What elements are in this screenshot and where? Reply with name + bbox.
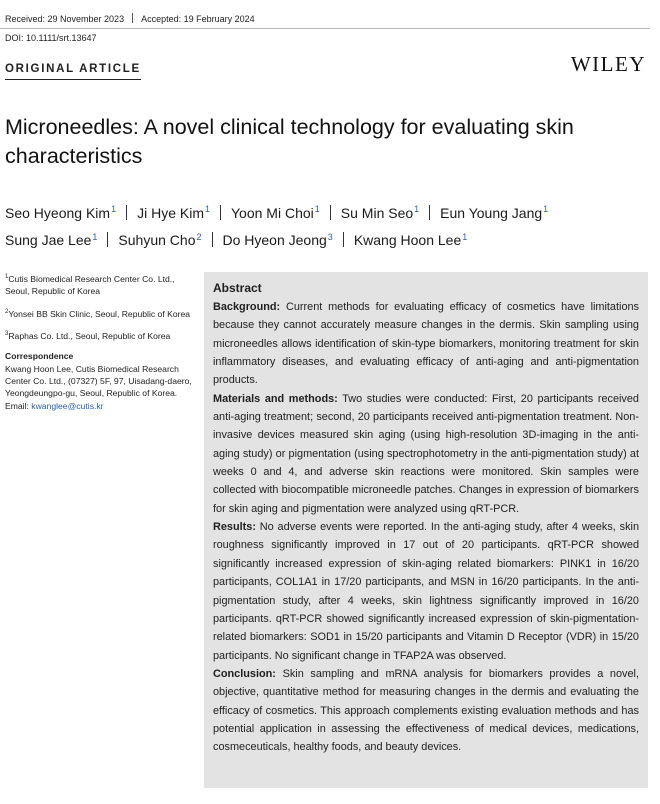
author-5[interactable]: Eun Young Jang$^1$ — [440, 204, 549, 221]
abstract-heading: Abstract — [213, 281, 262, 295]
author-divider — [107, 232, 108, 247]
author-2[interactable]: Ji Hye Kim$^1$ — [137, 204, 210, 221]
author-3[interactable]: Yoon Mi Choi$^1$ — [231, 204, 320, 221]
email-link[interactable]: kwanglee@cutis.kr — [31, 400, 104, 411]
author-divider — [330, 205, 331, 220]
author-divider — [212, 232, 213, 247]
article-type: ORIGINAL ARTICLE — [5, 63, 141, 80]
author-7[interactable]: Suhyun Cho$^2$ — [118, 231, 202, 249]
doi[interactable]: DOI: 10.1111/srt.13647 — [5, 33, 97, 43]
affiliation-2: $^2$Yonsei BB Skin Clinic, Seoul, Republic of Korea — [5, 308, 191, 319]
author-divider — [343, 232, 344, 247]
received-date: Received: 29 November 2023 — [5, 14, 125, 24]
author-4[interactable]: Su Min Seo$^1$ — [340, 204, 420, 221]
affiliation-3: $^3$Raphas Co. Ltd., Seoul, Republic of Korea — [5, 330, 171, 341]
author-divider — [429, 205, 430, 220]
affiliation-1: $^1$Cutis Biomedical Research Center Co. Ltd., Seoul, Republic of Korea — [5, 273, 175, 297]
header-rule — [0, 28, 650, 29]
accepted-date: Accepted: 19 February 2024 — [141, 14, 255, 24]
publisher-logo: WILEY — [570, 52, 646, 76]
abstract-results: Results: No adverse events were reported. In the anti-aging study, after 4 weeks, skin roughness significantly improved in 17 out of 20 participants. qRT-PCR showed significantly increased expression of skin-aging related biomarkers: PINK1 in 16/20 participants, COL1A1 in 17/20 participants, and MSN in 16/20 participants. In the anti-pigmentation study, after 4 weeks, skin lightness significantly improved in 16/20 participants. qRT-PCR showed significantly increased expression of skin-pigmentation-related biomarkers: SOD1 in 15/20 participants and Vitamin D Receptor (VDR) in 15/20 participants. No significant change in TFAP2A was observed. — [213, 521, 639, 662]
author-9[interactable]: Kwang Hoon Lee$^1$ — [353, 231, 468, 249]
author-divider — [126, 205, 127, 220]
abstract-box — [204, 272, 648, 788]
received-accepted-line — [5, 13, 255, 24]
author-8[interactable]: Do Hyeon Jeong$^3$ — [222, 231, 333, 249]
separator — [132, 13, 133, 23]
author-list — [5, 197, 655, 252]
author-6[interactable]: Sung Jae Lee$^1$ — [5, 231, 98, 249]
abstract-methods: Materials and methods: Two studies were conducted: First, 20 participants received anti-aging treatment; second, 20 participants received anti-pigmentation treatment. Non-invasive devices measured skin aging (using high-resolution 3D-imaging in the anti-aging study) or pigmentation (using spectrophotometry in the anti-pigmentation study) at weeks 0 and 4, and adverse skin reactions were monitored. Skin samples were collected with biocompatible microneedle patches. Changes in expression of biomarkers for skin aging and pigmentation were analyzed using qRT-PCR. — [213, 392, 639, 515]
correspondence-heading: Correspondence — [5, 351, 74, 362]
correspondence-address: Kwang Hoon Lee, Cutis Biomedical Research Center Co. Ltd., (07327) 5F, 97, Uisadang-daero, Yeongdeungpo-gu, Seoul, Republic of Korea. — [5, 363, 192, 399]
affiliations-sidebar — [5, 271, 195, 412]
correspondence-email: Email: kwanglee@cutis.kr — [5, 400, 104, 411]
author-divider — [220, 205, 221, 220]
abstract-background: Background: Current methods for evaluating efficacy of cosmetics have limitations because they cannot accurately measure changes in the dermis. Skin sampling using microneedles allows identification of skin-type biomarkers, monitoring treatment for skin inflammatory diseases, and evaluating efficacy of anti-aging and anti-pigmentation products. — [213, 301, 639, 387]
abstract-conclusion: Conclusion: Skin sampling and mRNA analysis for biomarkers provides a novel, objective, quantitative method for measuring changes in the dermis and evaluating the efficacy of cosmetics. This approach complements existing evaluation methods and has potential application in assessing the effectiveness of medical devices, medications, cosmeceuticals, healthy foods, and beauty devices. — [213, 667, 639, 754]
author-1[interactable]: Seo Hyeong Kim$^1$ — [5, 204, 117, 221]
article-title: Microneedles: A novel clinical technology for evaluating skin characteristics — [5, 115, 574, 168]
